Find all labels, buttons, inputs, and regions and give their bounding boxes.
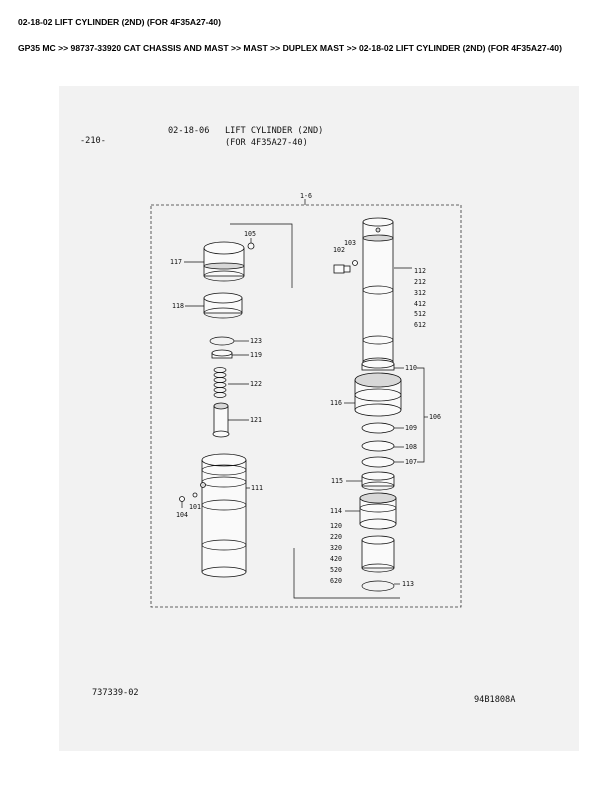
- callout-112: 112: [414, 267, 426, 275]
- callout-101: 101: [189, 503, 201, 511]
- callout-119: 119: [250, 351, 262, 359]
- part-117-cylinder-cap: [204, 242, 244, 281]
- section-title-line1: LIFT CYLINDER (2ND): [225, 126, 324, 136]
- part-116-piston: [355, 373, 401, 416]
- callout-520: 520: [330, 566, 342, 574]
- callout-106: 106: [429, 413, 441, 421]
- callout-102: 102: [333, 246, 345, 254]
- callout-105: 105: [244, 230, 256, 238]
- callout-312: 312: [414, 289, 426, 297]
- part-121-valve-tube: [213, 403, 229, 437]
- part-114-seal-holder: [360, 493, 396, 529]
- part-103-o-ring: [353, 261, 358, 266]
- breadcrumb: GP35 MC >> 98737-33920 CAT CHASSIS AND MAST >> MAST >> DUPLEX MAST >> 02-18-02 LIFT CYLINDER (2ND) (FOR 4F35A27-40): [18, 43, 562, 53]
- callout-113: 113: [402, 580, 414, 588]
- part-120-spacer: [362, 536, 394, 572]
- callout-212: 212: [414, 278, 426, 286]
- part-119-ring: [212, 350, 232, 358]
- callout-110: 110: [405, 364, 417, 372]
- part-118-ring: [204, 293, 242, 318]
- callout-114: 114: [330, 507, 342, 515]
- footer-drawing-number: 737339-02: [92, 688, 139, 698]
- section-title-line2: (FOR 4F35A27-40): [225, 138, 308, 148]
- footer-reference-code: 94B1808A: [474, 695, 516, 705]
- page-number: -210-: [80, 136, 106, 146]
- callout-111: 111: [251, 484, 263, 492]
- callout-512: 512: [414, 310, 426, 318]
- callout-123: 123: [250, 337, 262, 345]
- callout-320: 320: [330, 544, 342, 552]
- part-112-piston-rod: [363, 218, 393, 366]
- callout-120: 120: [330, 522, 342, 530]
- part-122-spring: [214, 368, 226, 398]
- callout-103: 103: [344, 239, 356, 247]
- part-110-packing: [362, 360, 394, 370]
- callout-122: 122: [250, 380, 262, 388]
- part-108-ring: [362, 441, 394, 451]
- part-109-ring: [362, 423, 394, 433]
- callout-612: 612: [414, 321, 426, 329]
- callout-121: 121: [250, 416, 262, 424]
- section-code: 02-18-06: [168, 126, 210, 136]
- assembly-label: 1-6: [300, 192, 312, 200]
- callout-109: 109: [405, 424, 417, 432]
- callout-420: 420: [330, 555, 342, 563]
- part-123-snap-ring: [210, 337, 234, 345]
- assembly-boundary: [151, 205, 461, 607]
- callout-117: 117: [170, 258, 182, 266]
- callout-107: 107: [405, 458, 417, 466]
- page-title: 02-18-02 LIFT CYLINDER (2ND) (FOR 4F35A27-40): [18, 17, 221, 27]
- part-105-small-bolt: [248, 238, 254, 249]
- callout-116: 116: [330, 399, 342, 407]
- callout-108: 108: [405, 443, 417, 451]
- callout-118: 118: [172, 302, 184, 310]
- part-115-bushing: [362, 472, 394, 490]
- part-113-snap-ring: [362, 581, 394, 591]
- callout-620: 620: [330, 577, 342, 585]
- part-101-plug: [193, 493, 197, 497]
- part-107-ring: [362, 457, 394, 467]
- callout-115: 115: [331, 477, 343, 485]
- part-102-fitting: [334, 265, 350, 273]
- callout-412: 412: [414, 300, 426, 308]
- part-104-bleeder: [180, 497, 185, 509]
- callout-220: 220: [330, 533, 342, 541]
- part-111-cylinder-body: [201, 454, 247, 577]
- callout-104: 104: [176, 511, 188, 519]
